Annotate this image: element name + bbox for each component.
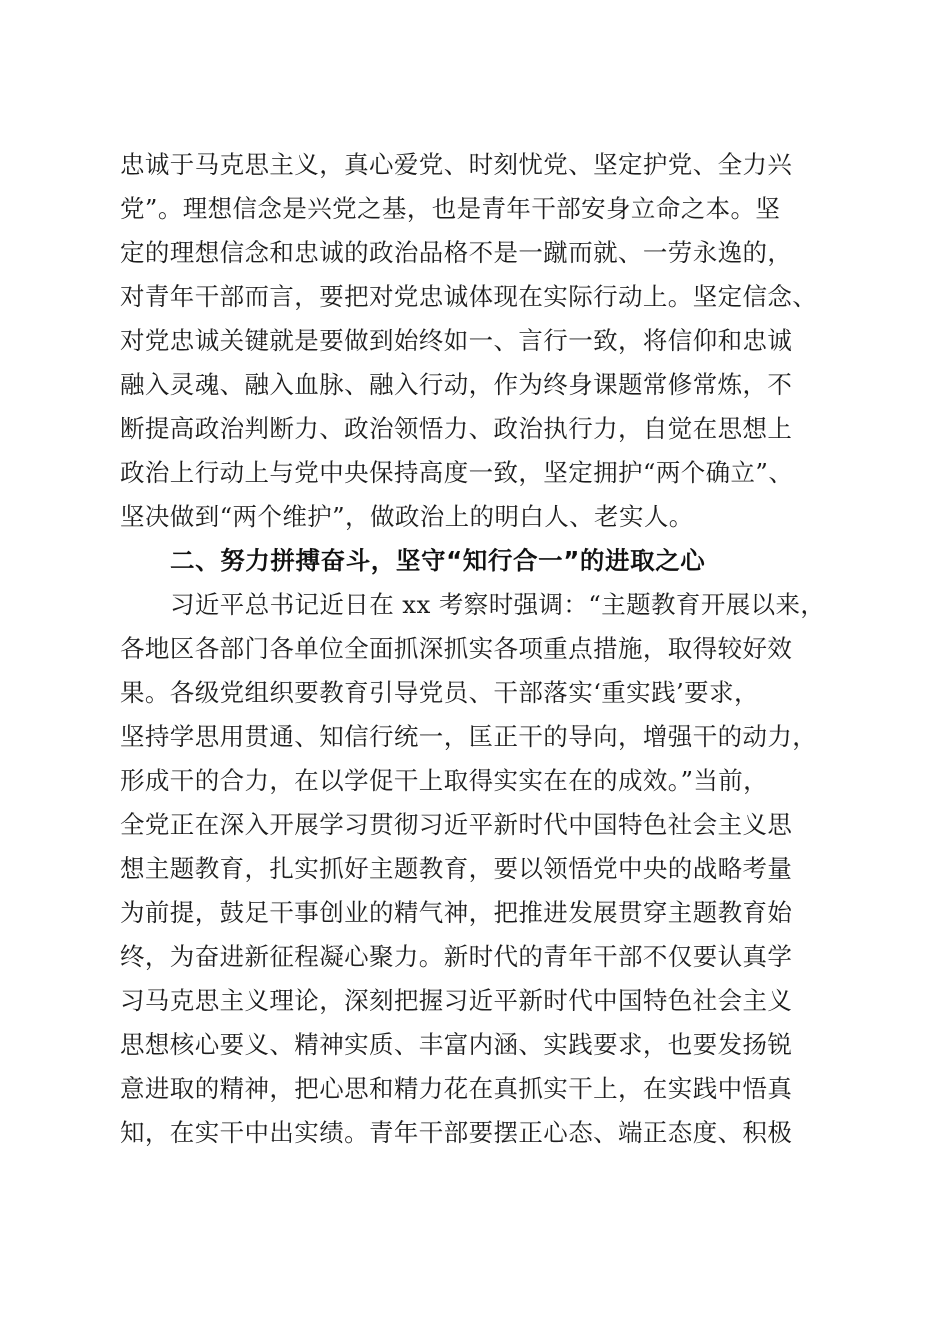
paragraph-2-line: 意进取的精神，把心思和精力花在真抓实干上，在实践中悟真 <box>120 1074 793 1103</box>
paragraph-2-line: 终，为奋进新征程凝心聚力。新时代的青年干部不仅要认真学 <box>120 942 793 971</box>
paragraph-1-line: 坚决做到“两个维护”，做政治上的明白人、老实人。 <box>120 502 694 531</box>
paragraph-1-line: 断提高政治判断力、政治领悟力、政治执行力，自觉在思想上 <box>120 414 793 443</box>
paragraph-2-line: 全党正在深入开展学习贯彻习近平新时代中国特色社会主义思 <box>120 810 793 839</box>
paragraph-2-line: 想主题教育，扎实抓好主题教育，要以领悟党中央的战略考量 <box>120 854 793 883</box>
paragraph-1-line: 政治上行动上与党中央保持高度一致，坚定拥护“两个确立”、 <box>120 458 794 487</box>
section-heading: 二、努力拼搏奋斗，坚守“知行合一”的进取之心 <box>170 546 706 575</box>
paragraph-2-line: 各地区各部门各单位全面抓深抓实各项重点措施，取得较好效 <box>120 634 793 663</box>
paragraph-1-line: 党”。理想信念是兴党之基，也是青年干部安身立命之本。坚 <box>120 194 781 223</box>
paragraph-2-line: 形成干的合力，在以学促干上取得实实在在的成效。”当前， <box>120 766 769 795</box>
paragraph-1-line: 忠诚于马克思主义，真心爱党、时刻忧党、坚定护党、全力兴 <box>120 150 793 179</box>
paragraph-2-line: 坚持学思用贯通、知信行统一，匡正干的导向，增强干的动力， <box>120 722 818 751</box>
paragraph-2-line: 果。各级党组织要教育引导党员、干部落实‘重实践’要求， <box>120 678 759 707</box>
paragraph-2-line: 知，在实干中出实绩。青年干部要摆正心态、端正态度、积极 <box>120 1118 793 1147</box>
paragraph-2-line: 习马克思主义理论，深刻把握习近平新时代中国特色社会主义 <box>120 986 793 1015</box>
paragraph-1-line: 对青年干部而言，要把对党忠诚体现在实际行动上。坚定信念、 <box>120 282 818 311</box>
paragraph-2-line: 思想核心要义、精神实质、丰富内涵、实践要求，也要发扬锐 <box>120 1030 793 1059</box>
paragraph-1-line: 对党忠诚关键就是要做到始终如一、言行一致，将信仰和忠诚 <box>120 326 793 355</box>
paragraph-1-line: 定的理想信念和忠诚的政治品格不是一蹴而就、一劳永逸的， <box>120 238 793 267</box>
paragraph-2-line: 习近平总书记近日在 xx 考察时强调：“主题教育开展以来， <box>170 590 826 619</box>
paragraph-1-line: 融入灵魂、融入血脉、融入行动，作为终身课题常修常炼，不 <box>120 370 793 399</box>
paragraph-2-line: 为前提，鼓足干事创业的精气神，把推进发展贯穿主题教育始 <box>120 898 793 927</box>
